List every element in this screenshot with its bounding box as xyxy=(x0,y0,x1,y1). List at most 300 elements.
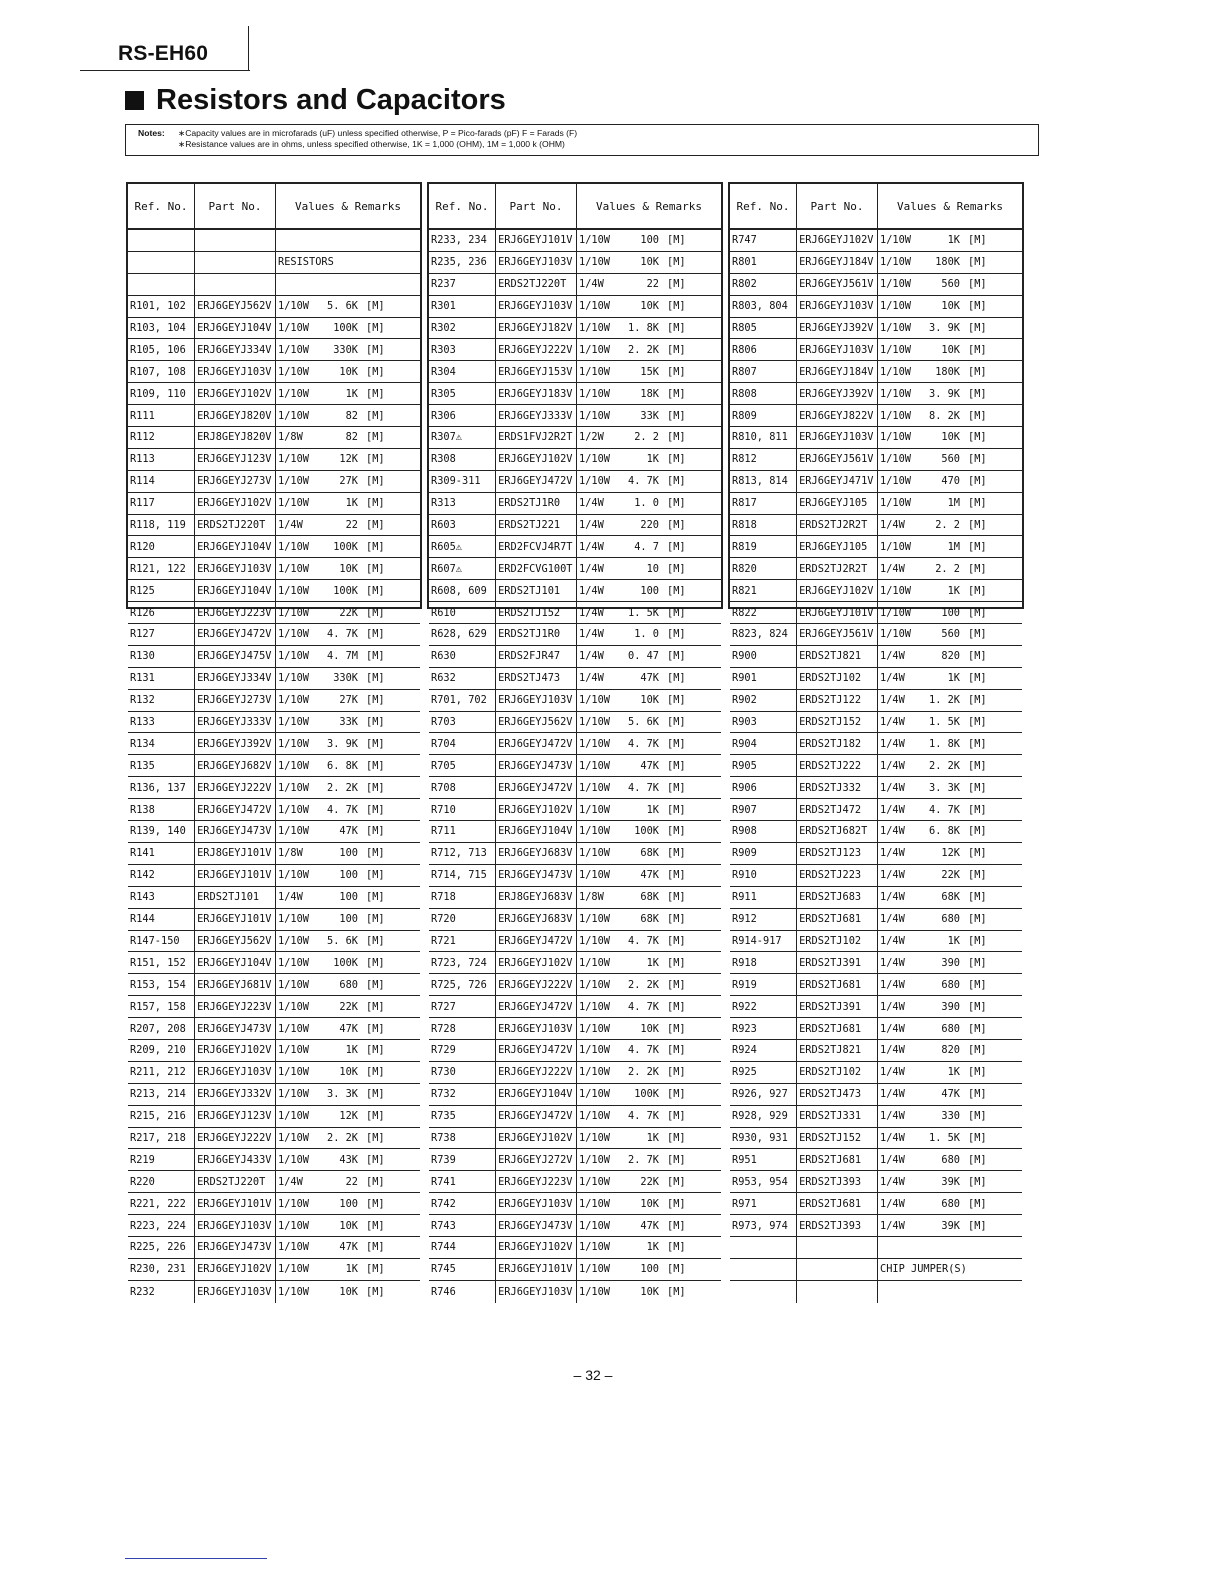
remark: [M] xyxy=(968,869,987,882)
values-remarks xyxy=(276,799,420,820)
value: 330K xyxy=(333,672,358,685)
table-row xyxy=(128,252,420,274)
part-no: ERJ6GEYJ392V xyxy=(195,733,276,754)
table-row xyxy=(730,1259,1022,1281)
values-remarks xyxy=(577,427,721,448)
remark: [M] xyxy=(667,1022,686,1035)
table-row xyxy=(730,405,1022,427)
wattage: 1/10W xyxy=(278,453,309,466)
part-no: ERDS1FVJ2R2T xyxy=(496,427,577,448)
values-remarks xyxy=(878,712,1022,733)
part-no: ERJ6GEYJ103V xyxy=(195,361,276,382)
ref-no: R820 xyxy=(730,558,797,579)
part-no: ERJ6GEYJ102V xyxy=(496,1237,577,1258)
wattage: 1/4W xyxy=(579,497,604,510)
value: 10K xyxy=(339,1066,358,1079)
part-no: ERDS2TJ473 xyxy=(797,1084,878,1105)
wattage: 1/4W xyxy=(880,891,905,904)
wattage: 1/10W xyxy=(278,1110,309,1123)
value: 820 xyxy=(941,650,960,663)
part-no: ERDS2TJ473 xyxy=(496,668,577,689)
part-no: ERDS2TJ221 xyxy=(496,515,577,536)
wattage: 1/10W xyxy=(579,978,610,991)
values-remarks xyxy=(878,1062,1022,1083)
wattage: 1/10W xyxy=(579,1175,610,1188)
value: 5. 6K xyxy=(628,716,659,729)
remark: [M] xyxy=(968,672,987,685)
values-remarks xyxy=(276,755,420,776)
values-remarks xyxy=(878,602,1022,623)
part-no: ERDS2TJ102 xyxy=(797,931,878,952)
values-remarks xyxy=(276,712,420,733)
remark: [M] xyxy=(667,540,686,553)
value: 100 xyxy=(640,234,659,247)
remark: [M] xyxy=(968,540,987,553)
ref-no: R924 xyxy=(730,1040,797,1061)
table-row xyxy=(429,624,721,646)
table-row xyxy=(128,471,420,493)
ref-no: R313 xyxy=(429,493,496,514)
values-remarks xyxy=(878,1128,1022,1149)
remark: [M] xyxy=(366,1241,385,1254)
value: 33K xyxy=(339,716,358,729)
values-remarks xyxy=(577,1259,721,1280)
values-remarks xyxy=(276,252,420,273)
values-remarks xyxy=(276,1040,420,1061)
wattage: 1/10W xyxy=(579,1044,610,1057)
values-remarks xyxy=(577,1149,721,1170)
ref-no: R746 xyxy=(429,1281,496,1303)
table-row xyxy=(429,843,721,865)
table-row xyxy=(730,515,1022,537)
wattage: 1/10W xyxy=(278,650,309,663)
remark: [M] xyxy=(366,803,385,816)
values-remarks xyxy=(878,580,1022,601)
part-no: ERJ6GEYJ334V xyxy=(195,668,276,689)
part-no: ERJ6GEYJ101V xyxy=(496,230,577,251)
wattage: 1/4W xyxy=(880,759,905,772)
part-no: ERJ6GEYJ104V xyxy=(496,1084,577,1105)
values-remarks xyxy=(276,668,420,689)
wattage: 1/4W xyxy=(880,913,905,926)
ref-no: R217, 218 xyxy=(128,1128,195,1149)
part-no: ERJ6GEYJ472V xyxy=(496,931,577,952)
header-values: Values & Remarks xyxy=(596,199,702,213)
table-row xyxy=(128,887,420,909)
ref-no: R822 xyxy=(730,602,797,623)
values-remarks xyxy=(878,449,1022,470)
part-no: ERJ6GEYJ472V xyxy=(496,1040,577,1061)
value: 1. 0 xyxy=(634,628,659,641)
table-row xyxy=(730,274,1022,296)
ref-no: R105, 106 xyxy=(128,339,195,360)
ref-no xyxy=(730,1237,797,1258)
remark: [M] xyxy=(366,978,385,991)
ref-no: R701, 702 xyxy=(429,690,496,711)
value: 68K xyxy=(640,891,659,904)
part-no: ERJ6GEYJ101V xyxy=(797,602,878,623)
value: 330 xyxy=(941,1110,960,1123)
table-row xyxy=(128,274,420,296)
part-no: ERJ6GEYJ103V xyxy=(496,296,577,317)
wattage: 1/4W xyxy=(880,1066,905,1079)
table-row xyxy=(429,887,721,909)
remark: [M] xyxy=(667,956,686,969)
part-no: ERDS2TJ681 xyxy=(797,1018,878,1039)
part-no: ERJ6GEYJ561V xyxy=(797,449,878,470)
wattage: 1/4W xyxy=(880,956,905,969)
values-remarks xyxy=(878,777,1022,798)
values-remarks xyxy=(577,318,721,339)
value: 10K xyxy=(640,694,659,707)
remark: [M] xyxy=(667,343,686,356)
remark: [M] xyxy=(667,1219,686,1232)
value: 100 xyxy=(339,869,358,882)
table-row xyxy=(730,1128,1022,1150)
part-no: ERJ6GEYJ472V xyxy=(496,733,577,754)
table-row xyxy=(730,952,1022,974)
part-no: ERJ6GEYJ222V xyxy=(496,339,577,360)
remark: [M] xyxy=(667,847,686,860)
values-remarks xyxy=(878,974,1022,995)
table-row xyxy=(128,1128,420,1150)
remark: [M] xyxy=(667,672,686,685)
ref-no: R144 xyxy=(128,909,195,930)
value: 15K xyxy=(640,365,659,378)
remark: [M] xyxy=(366,1285,385,1298)
table-row xyxy=(429,909,721,931)
wattage: 1/10W xyxy=(880,387,911,400)
remark: [M] xyxy=(366,365,385,378)
remark: [M] xyxy=(366,628,385,641)
value: 47K xyxy=(339,1241,358,1254)
remark: [M] xyxy=(667,387,686,400)
wattage: 1/10W xyxy=(579,1088,610,1101)
table-row xyxy=(730,1215,1022,1237)
values-remarks xyxy=(577,843,721,864)
remark: [M] xyxy=(366,650,385,663)
wattage: 1/4W xyxy=(880,562,905,575)
value: 1. 5K xyxy=(929,1131,960,1144)
values-remarks xyxy=(577,799,721,820)
part-no: ERJ6GEYJ682V xyxy=(195,755,276,776)
part-no: ERJ6GEYJ472V xyxy=(496,1106,577,1127)
table-row xyxy=(128,668,420,690)
part-no: ERJ6GEYJ103V xyxy=(496,1193,577,1214)
wattage: 1/10W xyxy=(278,606,309,619)
values-remarks xyxy=(276,996,420,1017)
ref-no: R608, 609 xyxy=(429,580,496,601)
value: 2. 7K xyxy=(628,1153,659,1166)
ref-no: R812 xyxy=(730,449,797,470)
values-remarks xyxy=(276,558,420,579)
values-remarks xyxy=(878,230,1022,251)
value: 5. 6K xyxy=(327,934,358,947)
ref-no: R718 xyxy=(429,887,496,908)
table-row xyxy=(128,1215,420,1237)
value: 1K xyxy=(947,672,960,685)
table-row xyxy=(429,1149,721,1171)
values-remarks xyxy=(878,318,1022,339)
wattage: 1/10W xyxy=(579,1285,610,1298)
wattage: 1/4W xyxy=(880,672,905,685)
values-remarks xyxy=(878,1237,1022,1258)
wattage: 1/10W xyxy=(278,1044,309,1057)
wattage: 1/10W xyxy=(278,1153,309,1166)
values-remarks xyxy=(878,1171,1022,1192)
ref-no: R215, 216 xyxy=(128,1106,195,1127)
wattage: 1/4W xyxy=(579,562,604,575)
value: 820 xyxy=(941,1044,960,1057)
wattage: 1/10W xyxy=(579,956,610,969)
remark: [M] xyxy=(667,1131,686,1144)
ref-no: R908 xyxy=(730,821,797,842)
remark: [M] xyxy=(366,869,385,882)
values-remarks xyxy=(878,361,1022,382)
ref-no: R230, 231 xyxy=(128,1259,195,1280)
remark: [M] xyxy=(667,1066,686,1079)
values-remarks xyxy=(878,799,1022,820)
value: 2. 2 xyxy=(634,431,659,444)
table-row xyxy=(730,296,1022,318)
table-row xyxy=(429,668,721,690)
table-row xyxy=(128,361,420,383)
remark: [M] xyxy=(366,1088,385,1101)
wattage: 1/10W xyxy=(579,1197,610,1210)
ref-no: R141 xyxy=(128,843,195,864)
value: 2. 2K xyxy=(628,1066,659,1079)
table-row xyxy=(730,1281,1022,1303)
value: 47K xyxy=(640,869,659,882)
remark: [M] xyxy=(667,322,686,334)
wattage: 1/4W xyxy=(880,869,905,882)
wattage: 1/10W xyxy=(579,1000,610,1013)
remark: [M] xyxy=(366,716,385,729)
table-row xyxy=(429,427,721,449)
remark: [M] xyxy=(968,497,987,510)
value: 12K xyxy=(941,847,960,860)
value: 3. 9K xyxy=(929,322,960,334)
part-no: ERJ6GEYJ472V xyxy=(195,624,276,645)
remark: [M] xyxy=(667,781,686,794)
table-row xyxy=(429,339,721,361)
remark: [M] xyxy=(968,847,987,860)
table-row xyxy=(429,449,721,471)
part-no: ERJ6GEYJ182V xyxy=(496,318,577,339)
remark: [M] xyxy=(366,584,385,597)
ref-no xyxy=(128,274,195,295)
values-remarks xyxy=(577,755,721,776)
remark: [M] xyxy=(667,1197,686,1210)
value: 1. 0 xyxy=(634,497,659,510)
wattage: 1/10W xyxy=(278,694,309,707)
values-remarks xyxy=(276,449,420,470)
value: 100K xyxy=(333,956,358,969)
values-remarks xyxy=(577,602,721,623)
table-row xyxy=(730,799,1022,821)
value: 2. 2K xyxy=(929,759,960,772)
wattage: 1/4W xyxy=(579,540,604,553)
wattage: 1/10W xyxy=(278,1219,309,1232)
page-title xyxy=(125,84,506,117)
remark: [M] xyxy=(366,562,385,575)
value: 560 xyxy=(941,453,960,466)
wattage: 1/4W xyxy=(880,1197,905,1210)
wattage: 1/4W xyxy=(880,1153,905,1166)
remark: [M] xyxy=(366,847,385,860)
wattage: 1/4W xyxy=(278,519,303,532)
table-row xyxy=(128,339,420,361)
part-no: ERJ6GEYJ103V xyxy=(496,1281,577,1303)
remark: [M] xyxy=(366,672,385,685)
table-row xyxy=(730,733,1022,755)
part-no: ERJ6GEYJ101V xyxy=(496,1259,577,1280)
ref-no: R919 xyxy=(730,974,797,995)
value: 1. 5K xyxy=(628,606,659,619)
value: 2. 2 xyxy=(935,562,960,575)
remark: [M] xyxy=(968,409,987,422)
ref-no: R113 xyxy=(128,449,195,470)
ref-no: R127 xyxy=(128,624,195,645)
ref-no: R143 xyxy=(128,887,195,908)
values-remarks xyxy=(276,230,420,251)
remark: [M] xyxy=(366,1044,385,1057)
remark: [M] xyxy=(968,1131,987,1144)
value: 47K xyxy=(640,1219,659,1232)
ref-no: R232 xyxy=(128,1281,195,1303)
table-row xyxy=(429,515,721,537)
ref-no: R732 xyxy=(429,1084,496,1105)
part-no: ERJ6GEYJ562V xyxy=(195,931,276,952)
remark: [M] xyxy=(968,343,987,356)
value: 1K xyxy=(345,497,358,510)
part-no: ERJ6GEYJ102V xyxy=(195,1259,276,1280)
value: 100 xyxy=(339,847,358,860)
ref-no: R221, 222 xyxy=(128,1193,195,1214)
table-row xyxy=(730,690,1022,712)
remark: [M] xyxy=(667,234,686,247)
values-remarks xyxy=(577,1106,721,1127)
values-remarks xyxy=(276,777,420,798)
values-remarks xyxy=(577,1193,721,1214)
values-remarks xyxy=(276,974,420,995)
ref-no: R903 xyxy=(730,712,797,733)
value: 1M xyxy=(947,497,960,510)
table-row xyxy=(730,1149,1022,1171)
part-no xyxy=(797,1259,878,1280)
table-row xyxy=(429,1084,721,1106)
ref-no: R211, 212 xyxy=(128,1062,195,1083)
table-row xyxy=(128,383,420,405)
values-remarks xyxy=(276,1281,420,1303)
table-row xyxy=(128,536,420,558)
part-no: ERJ6GEYJ433V xyxy=(195,1149,276,1170)
part-no: ERJ6GEYJ472V xyxy=(195,799,276,820)
wattage: 1/10W xyxy=(579,934,610,947)
remark: [M] xyxy=(968,431,987,444)
ref-no: R901 xyxy=(730,668,797,689)
value: 560 xyxy=(941,278,960,291)
value: 560 xyxy=(941,628,960,641)
values-remarks xyxy=(276,952,420,973)
part-no: ERDS2TJ152 xyxy=(797,712,878,733)
values-remarks xyxy=(878,274,1022,295)
header-values: Values & Remarks xyxy=(897,199,1003,213)
values-remarks xyxy=(878,1281,1022,1303)
values-remarks xyxy=(276,1084,420,1105)
part-no: ERJ6GEYJ183V xyxy=(496,383,577,404)
value: 22 xyxy=(345,1175,358,1188)
part-no: ERJ6GEYJ472V xyxy=(496,777,577,798)
value: 2. 2 xyxy=(935,519,960,532)
remark: [M] xyxy=(366,1000,385,1013)
part-no: ERJ6GEYJ332V xyxy=(195,1084,276,1105)
table-row xyxy=(429,1215,721,1237)
part-no: ERJ6GEYJ473V xyxy=(195,1018,276,1039)
remark: [M] xyxy=(366,519,385,532)
remark: [M] xyxy=(667,1285,686,1298)
wattage: 1/4W xyxy=(579,519,604,532)
value: 100K xyxy=(634,825,659,838)
value: 10K xyxy=(941,300,960,313)
part-no xyxy=(195,230,276,251)
value: 68K xyxy=(640,847,659,860)
value: 39K xyxy=(941,1175,960,1188)
value: 220 xyxy=(640,519,659,532)
part-no: ERDS2TJ393 xyxy=(797,1171,878,1192)
remark: [M] xyxy=(968,519,987,532)
table-row xyxy=(730,1237,1022,1259)
remark: [M] xyxy=(667,934,686,947)
remark: [M] xyxy=(968,978,987,991)
wattage: 1/10W xyxy=(579,781,610,794)
wattage: 1/10W xyxy=(880,475,911,488)
part-no: ERJ6GEYJ473V xyxy=(496,755,577,776)
remark: [M] xyxy=(366,913,385,926)
table-row xyxy=(429,1106,721,1128)
ref-no: R742 xyxy=(429,1193,496,1214)
wattage: 1/10W xyxy=(278,562,309,575)
part-no: ERDS2TJ332 xyxy=(797,777,878,798)
values-remarks xyxy=(878,1084,1022,1105)
ref-no: R817 xyxy=(730,493,797,514)
values-remarks xyxy=(878,1259,1022,1280)
remark: [M] xyxy=(968,278,987,291)
ref-no: R135 xyxy=(128,755,195,776)
ref-no: R727 xyxy=(429,996,496,1017)
ref-no: R741 xyxy=(429,1171,496,1192)
values-remarks xyxy=(577,931,721,952)
table-row xyxy=(730,580,1022,602)
remark: [M] xyxy=(366,891,385,904)
ref-no: R923 xyxy=(730,1018,797,1039)
values-remarks xyxy=(577,536,721,557)
value: 680 xyxy=(941,978,960,991)
page-title-text: Resistors and Capacitors xyxy=(156,84,506,116)
table-row xyxy=(128,733,420,755)
part-no: ERJ6GEYJ102V xyxy=(195,383,276,404)
value: 1K xyxy=(646,1241,659,1254)
part-no: ERJ6GEYJ223V xyxy=(496,1171,577,1192)
part-no: ERDS2TJ220T xyxy=(195,515,276,536)
remark: [M] xyxy=(366,300,385,313)
part-no: ERJ6GEYJ102V xyxy=(195,493,276,514)
ref-no: R225, 226 xyxy=(128,1237,195,1258)
part-no: ERJ6GEYJ681V xyxy=(195,974,276,995)
table-row xyxy=(730,865,1022,887)
remark: [M] xyxy=(968,650,987,663)
remark: [M] xyxy=(366,1263,385,1276)
